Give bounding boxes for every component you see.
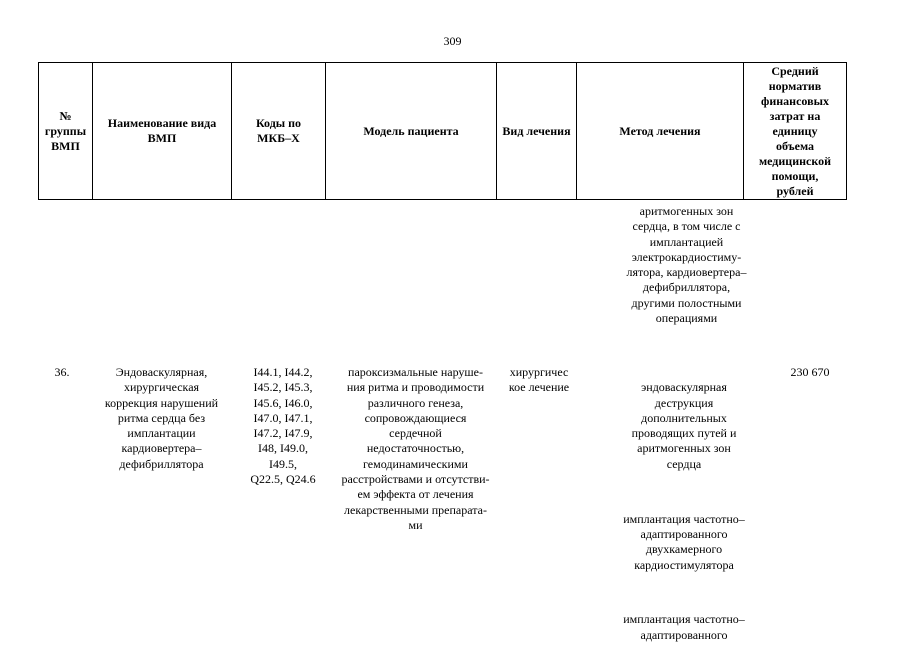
row-average-cost: 230 670 (790, 365, 830, 379)
header-group-number: № группы ВМП (39, 63, 93, 200)
row-treatment-type: хирургичес кое лечение (508, 365, 570, 395)
header-vmp-name: Наименование вида ВМП (93, 63, 232, 200)
header-patient-model: Модель пациента (326, 63, 497, 200)
page-number: 309 (443, 34, 462, 48)
row-patient-model: пароксизмальные наруше- ния ритма и проводимости различного генеза, сопровождающиеся сердечной недостаточностью, гемодинамическими расстройствами и отсутстви- ем эффекта от лечения лекарственными препарата- ми (341, 365, 490, 532)
header-treatment-type: Вид лечения (497, 63, 577, 200)
continuation-method-text: аритмогенных зон сердца, в том числе с имплантацией электрокардиостиму- лятора, кардиовертера– дефибриллятора, другими полостными операциями (626, 204, 747, 326)
header-average-cost: Средний норматив финансовых затрат на единицу объема медицинской помощи, рублей (744, 63, 847, 200)
row-treatment-methods (598, 365, 770, 658)
table-header (38, 62, 847, 200)
row-icd-codes: I44.1, I44.2, I45.2, I45.3, I45.6, I46.0, I47.0, I47.1, I47.2, I47.9, I48, I49.0, I49.5, Q22.5, Q24.6 (250, 365, 316, 487)
row-vmp-name: Эндоваскулярная, хирургическая коррекция нарушений ритма сердца без имплантации кардиовертера– дефибриллятора (104, 365, 219, 471)
header-icd-codes: Коды по МКБ–Х (232, 63, 326, 200)
method-item: имплантация частотно– адаптированного (623, 612, 745, 642)
row-group-number: 36. (54, 365, 70, 379)
method-item: имплантация частотно– адаптированного двухкамерного кардиостимулятора (623, 511, 745, 572)
header-treatment-method: Метод лечения (577, 63, 744, 200)
method-item: эндоваскулярная деструкция дополнительных проводящих путей и аритмогенных зон сердца (631, 380, 737, 471)
